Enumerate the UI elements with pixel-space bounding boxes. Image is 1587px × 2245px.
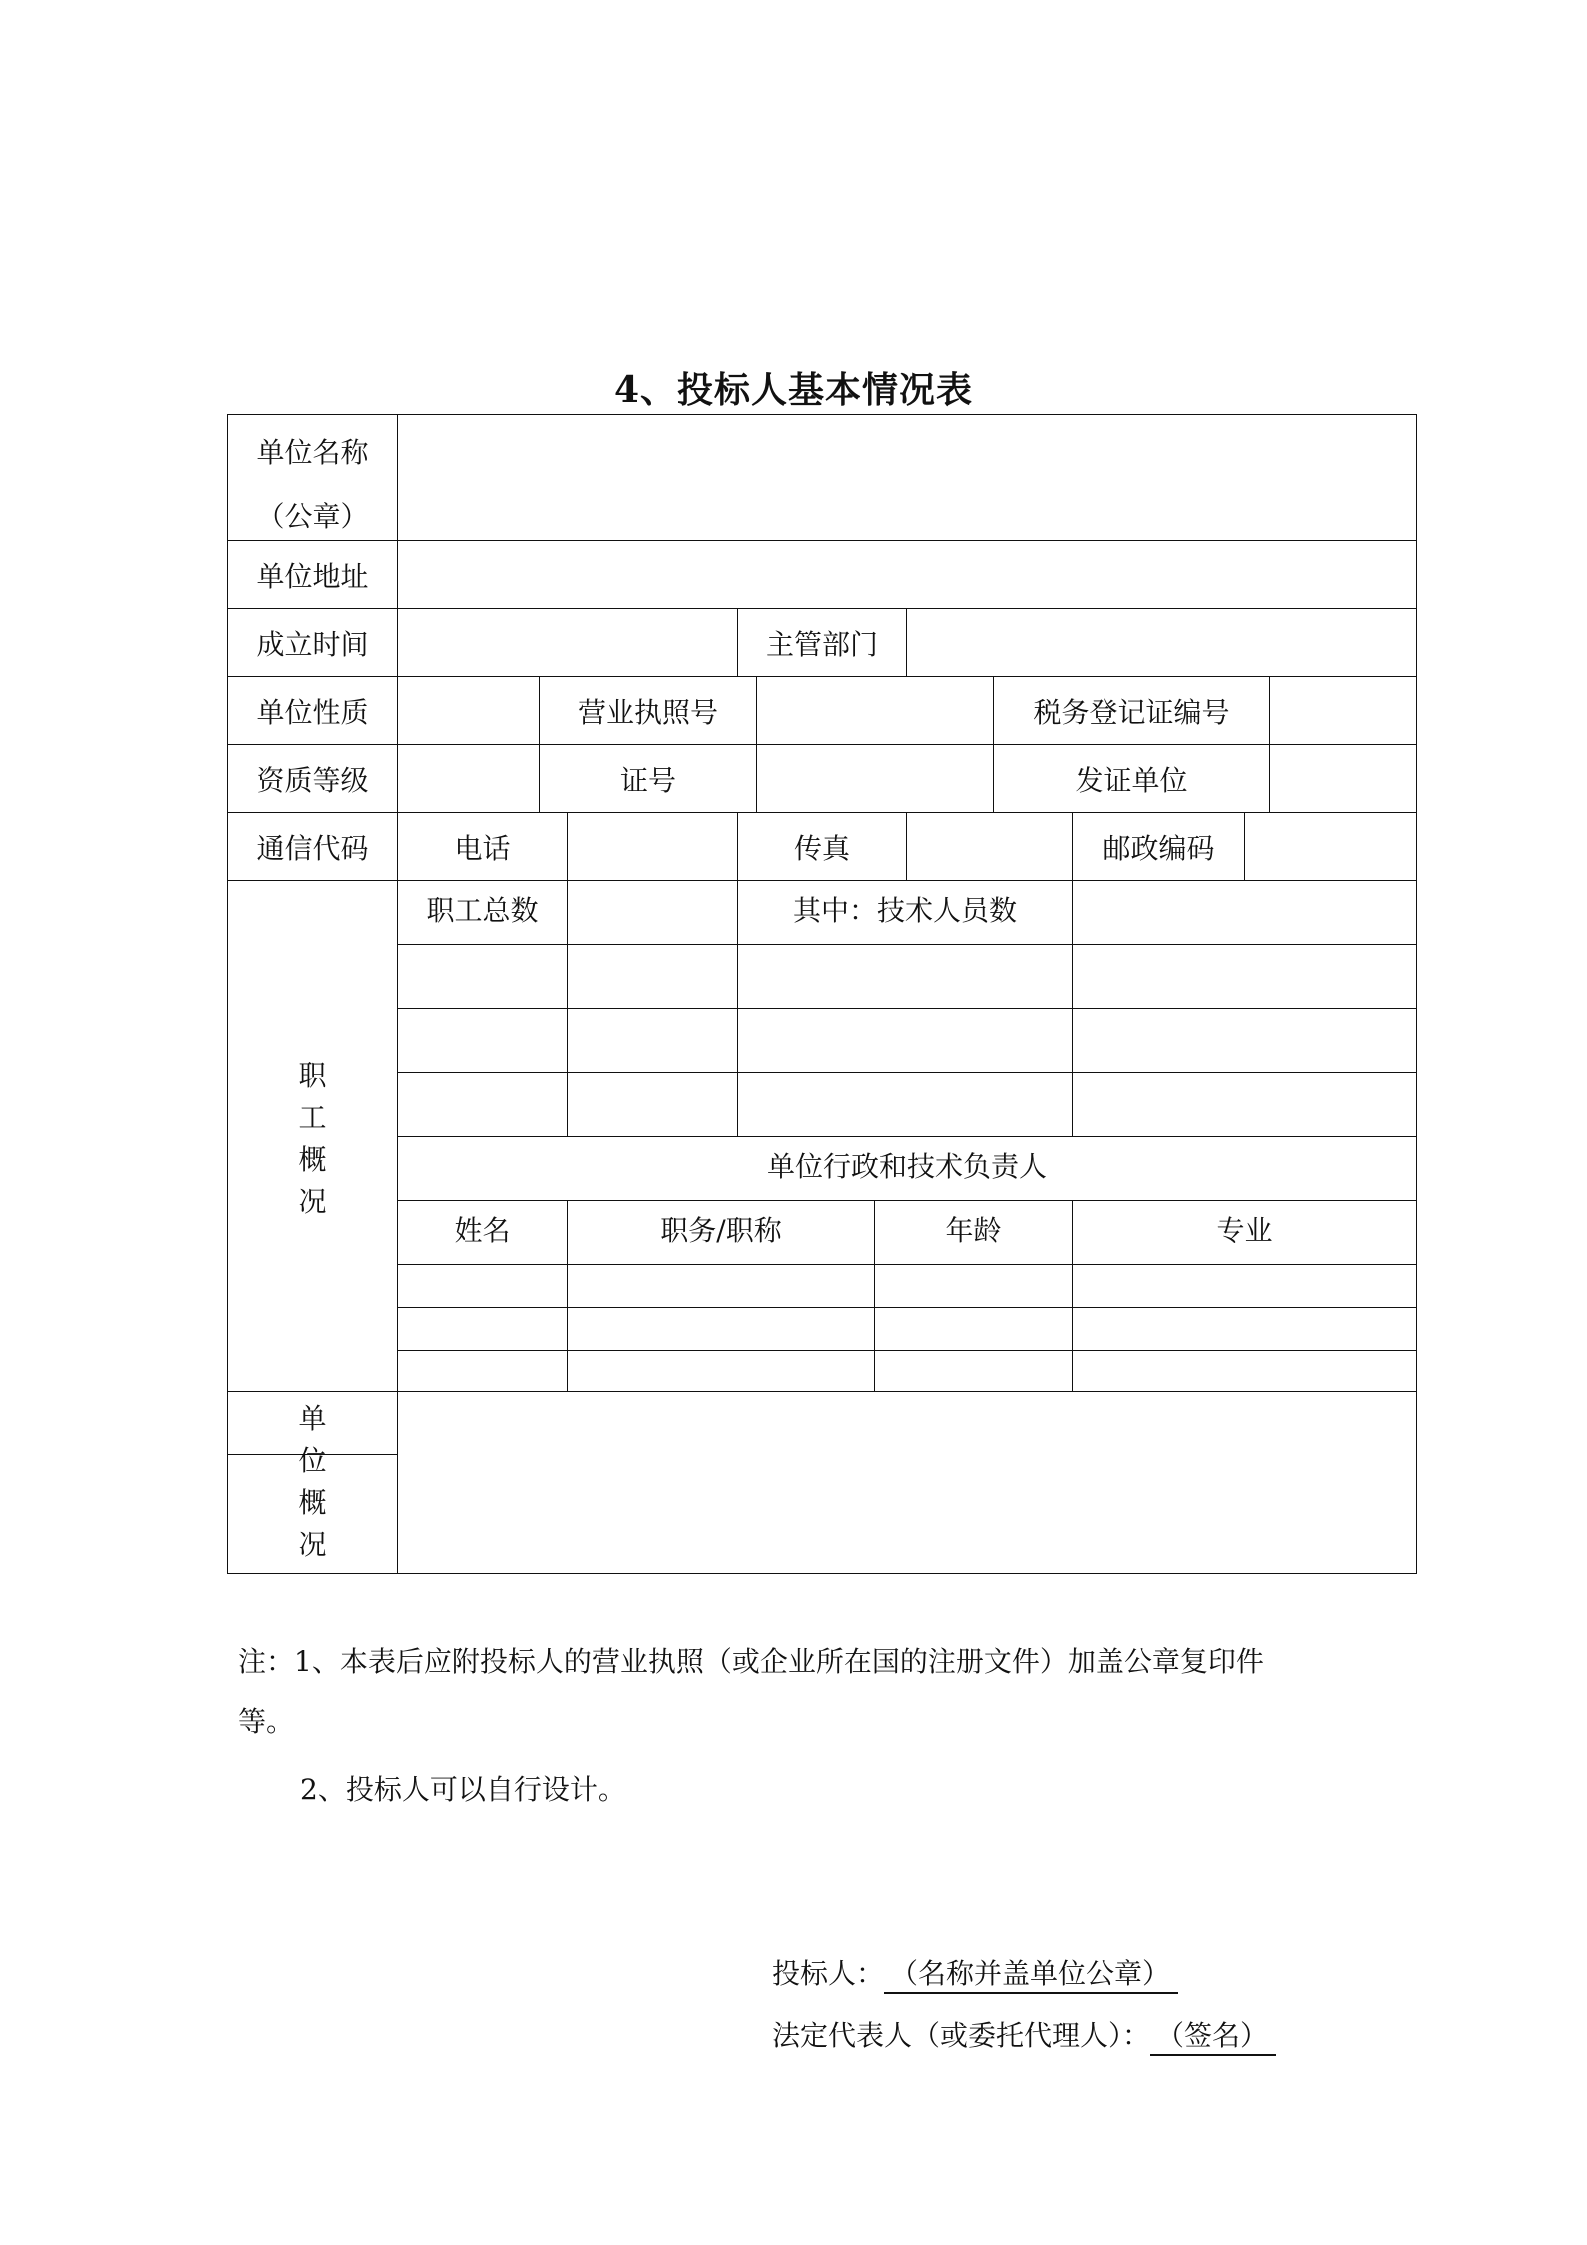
- legal-rep-label: 法定代表人（或委托代理人）：: [772, 2019, 1151, 2052]
- staff-blank-cell[interactable]: [397, 944, 568, 1009]
- qualification-label-cell: [227, 744, 398, 813]
- supervisor-label: 主管部门: [765, 628, 878, 661]
- unit-nature-field[interactable]: [397, 676, 540, 745]
- staff-blank-cell[interactable]: [567, 1008, 738, 1073]
- note-line-3: 2、投标人可以自行设计。: [300, 1773, 626, 1806]
- bidder-fill[interactable]: （名称并盖单位公章）: [884, 1952, 1178, 1994]
- tax-reg-label: 税务登记证编号: [1033, 696, 1230, 729]
- tax-reg-field[interactable]: [1269, 676, 1417, 745]
- leader-blank-cell[interactable]: [1072, 1350, 1417, 1392]
- leaders-header: 单位行政和技术负责人: [766, 1150, 1047, 1183]
- unit-overview-char: 单: [298, 1402, 327, 1435]
- leader-blank-cell[interactable]: [397, 1307, 568, 1351]
- staff-blank-cell[interactable]: [567, 944, 738, 1009]
- issuer-label-cell: [993, 744, 1270, 813]
- unit-overview-char: 概: [298, 1486, 327, 1519]
- leader-col-title: [567, 1200, 875, 1265]
- tech-staff-label-cell: [737, 880, 1073, 945]
- unit-name-label-cell: [227, 414, 398, 541]
- legal-rep-fill[interactable]: （签名）: [1150, 2014, 1276, 2056]
- tax-reg-label-cell: [993, 676, 1270, 745]
- fax-label-cell: [737, 812, 907, 881]
- business-license-field[interactable]: [756, 676, 994, 745]
- fax-field[interactable]: [906, 812, 1073, 881]
- staff-total-label: 职工总数: [426, 894, 539, 927]
- cert-no-label-cell: [539, 744, 757, 813]
- staff-blank-cell[interactable]: [737, 944, 1073, 1009]
- phone-label-cell: [397, 812, 568, 881]
- qualification-field[interactable]: [397, 744, 540, 813]
- staff-blank-cell[interactable]: [397, 1072, 568, 1137]
- supervisor-field[interactable]: [906, 608, 1417, 677]
- leader-blank-cell[interactable]: [567, 1264, 875, 1308]
- issuer-field[interactable]: [1269, 744, 1417, 813]
- leader-col-age: [874, 1200, 1073, 1265]
- staff-blank-cell[interactable]: [567, 1072, 738, 1137]
- leader-col-name: [397, 1200, 568, 1265]
- unit-name-field[interactable]: [397, 414, 1417, 541]
- leader-blank-cell[interactable]: [567, 1307, 875, 1351]
- postcode-label-cell: [1072, 812, 1245, 881]
- column-header: 职务/职称: [660, 1214, 782, 1247]
- leader-blank-cell[interactable]: [397, 1350, 568, 1392]
- staff-blank-cell[interactable]: [1072, 1008, 1417, 1073]
- leader-blank-cell[interactable]: [397, 1264, 568, 1308]
- postcode-label: 邮政编码: [1102, 832, 1215, 865]
- staff-section-char: 职: [298, 1059, 327, 1092]
- staff-blank-cell[interactable]: [737, 1008, 1073, 1073]
- unit-overview-char: 况: [298, 1528, 327, 1561]
- note-line-1: 注：1、本表后应附投标人的营业执照（或企业所在国的注册文件）加盖公章复印件: [238, 1645, 1264, 1678]
- staff-blank-cell[interactable]: [1072, 1072, 1417, 1137]
- column-header: 专业: [1216, 1214, 1273, 1247]
- bidder-label: 投标人：: [772, 1957, 885, 1990]
- issuer-label: 发证单位: [1075, 764, 1188, 797]
- leader-blank-cell[interactable]: [1072, 1307, 1417, 1351]
- unit-name-label: 单位名称: [256, 436, 369, 469]
- column-header: 姓名: [454, 1214, 511, 1247]
- unit-overview-label-cell: [227, 1391, 398, 1574]
- staff-blank-cell[interactable]: [737, 1072, 1073, 1137]
- staff-total-field[interactable]: [567, 880, 738, 945]
- phone-field[interactable]: [567, 812, 738, 881]
- qualification-label: 资质等级: [256, 764, 369, 797]
- staff-total-label-cell: [397, 880, 568, 945]
- postcode-field[interactable]: [1244, 812, 1417, 881]
- cert-no-field[interactable]: [756, 744, 994, 813]
- business-license-label-cell: [539, 676, 757, 745]
- unit-nature-label-cell: [227, 676, 398, 745]
- tech-staff-field[interactable]: [1072, 880, 1417, 945]
- unit-address-field[interactable]: [397, 540, 1417, 609]
- leader-blank-cell[interactable]: [874, 1350, 1073, 1392]
- staff-section-char: 概: [298, 1143, 327, 1176]
- unit-overview-field[interactable]: [397, 1391, 1417, 1574]
- leader-blank-cell[interactable]: [567, 1350, 875, 1392]
- phone-label: 电话: [454, 832, 511, 865]
- unit-address-label-cell: [227, 540, 398, 609]
- unit-address-label: 单位地址: [256, 560, 369, 593]
- established-label: 成立时间: [256, 628, 369, 661]
- cert-no-label: 证号: [619, 764, 676, 797]
- leader-col-specialty: [1072, 1200, 1417, 1265]
- business-license-label: 营业执照号: [577, 696, 718, 729]
- established-label-cell: [227, 608, 398, 677]
- unit-name-seal-label: （公章）: [256, 500, 369, 533]
- legal-rep-signature-line: [772, 2014, 1276, 2056]
- page-title: 4、投标人基本情况表: [613, 369, 974, 411]
- unit-overview-char: 位: [298, 1444, 327, 1477]
- bidder-signature-line: [772, 1952, 1178, 1994]
- contact-label-cell: [227, 812, 398, 881]
- unit-nature-label: 单位性质: [256, 696, 369, 729]
- leaders-header-cell: [397, 1136, 1417, 1201]
- column-header: 年龄: [945, 1214, 1002, 1247]
- staff-blank-cell[interactable]: [397, 1008, 568, 1073]
- staff-section-char: 工: [298, 1101, 327, 1134]
- fax-label: 传真: [793, 832, 850, 865]
- established-field[interactable]: [397, 608, 738, 677]
- leader-blank-cell[interactable]: [874, 1307, 1073, 1351]
- staff-section-label-cell: [227, 880, 398, 1455]
- staff-section-char: 况: [298, 1185, 327, 1218]
- leader-blank-cell[interactable]: [1072, 1264, 1417, 1308]
- leader-blank-cell[interactable]: [874, 1264, 1073, 1308]
- note-line-2: 等。: [238, 1705, 295, 1738]
- supervisor-label-cell: [737, 608, 907, 677]
- tech-staff-label: 其中：技术人员数: [792, 894, 1017, 927]
- contact-label: 通信代码: [256, 832, 369, 865]
- staff-blank-cell[interactable]: [1072, 944, 1417, 1009]
